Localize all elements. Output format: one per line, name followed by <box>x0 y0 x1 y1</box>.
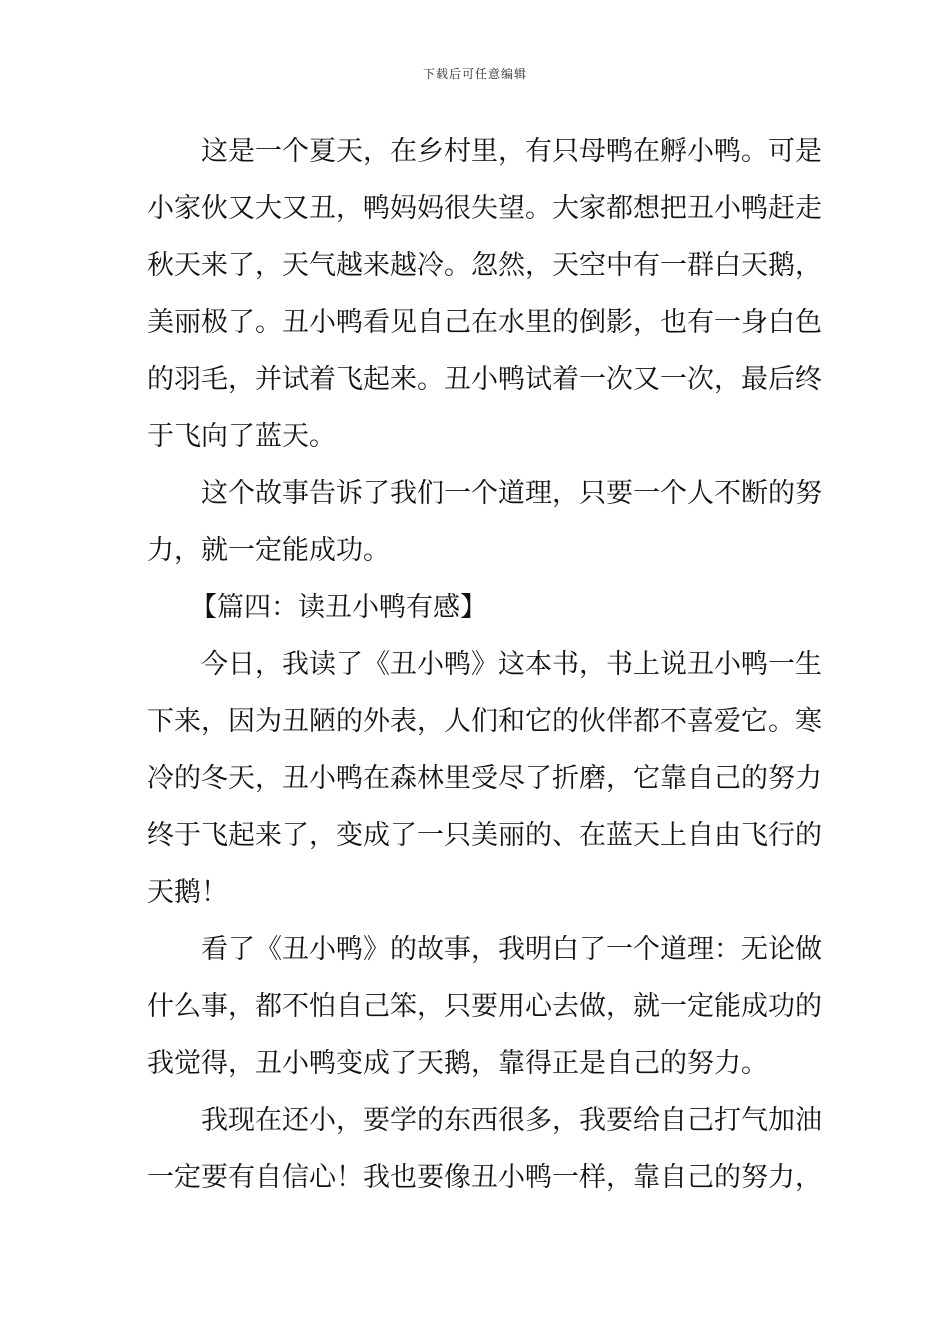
section-heading: 【篇四：读丑小鸭有感】 <box>190 592 487 623</box>
text-line: 美丽极了。丑小鸭看见自己在水里的倒影，也有一身白色 <box>147 307 822 338</box>
text-line: 什么事，都不怕自己笨，只要用心去做，就一定能成功的 <box>147 991 822 1022</box>
text-line: 这是一个夏天，在乡村里，有只母鸭在孵小鸭。可是 <box>201 136 822 167</box>
text-line: 冷的冬天，丑小鸭在森林里受尽了折磨，它靠自己的努力 <box>147 763 822 794</box>
text-line: 的羽毛，并试着飞起来。丑小鸭试着一次又一次，最后终 <box>147 364 822 395</box>
text-line: 秋天来了，天气越来越冷。忽然，天空中有一群白天鹅， <box>147 250 822 281</box>
text-line: 力，就一定能成功。 <box>147 535 390 566</box>
text-line: 于飞向了蓝天。 <box>147 421 336 452</box>
text-line: 看了《丑小鸭》的故事，我明白了一个道理：无论做 <box>201 934 822 965</box>
page-header: 下载后可任意编辑 <box>422 67 527 81</box>
text-line: 天鹅！ <box>147 877 228 908</box>
text-line: 我现在还小，要学的东西很多，我要给自己打气加油 <box>201 1105 822 1136</box>
text-line: 我觉得，丑小鸭变成了天鹅，靠得正是自己的努力。 <box>147 1048 768 1079</box>
text-line: 小家伙又大又丑，鸭妈妈很失望。大家都想把丑小鸭赶走 <box>147 193 822 224</box>
text-line: 下来，因为丑陋的外表，人们和它的伙伴都不喜爱它。寒 <box>147 706 822 737</box>
text-line: 今日，我读了《丑小鸭》这本书，书上说丑小鸭一生 <box>201 649 822 680</box>
text-line: 这个故事告诉了我们一个道理，只要一个人不断的努 <box>201 478 822 509</box>
text-line: 终于飞起来了，变成了一只美丽的、在蓝天上自由飞行的 <box>147 820 822 851</box>
text-line: 一定要有自信心！我也要像丑小鸭一样，靠自己的努力， <box>147 1162 822 1193</box>
